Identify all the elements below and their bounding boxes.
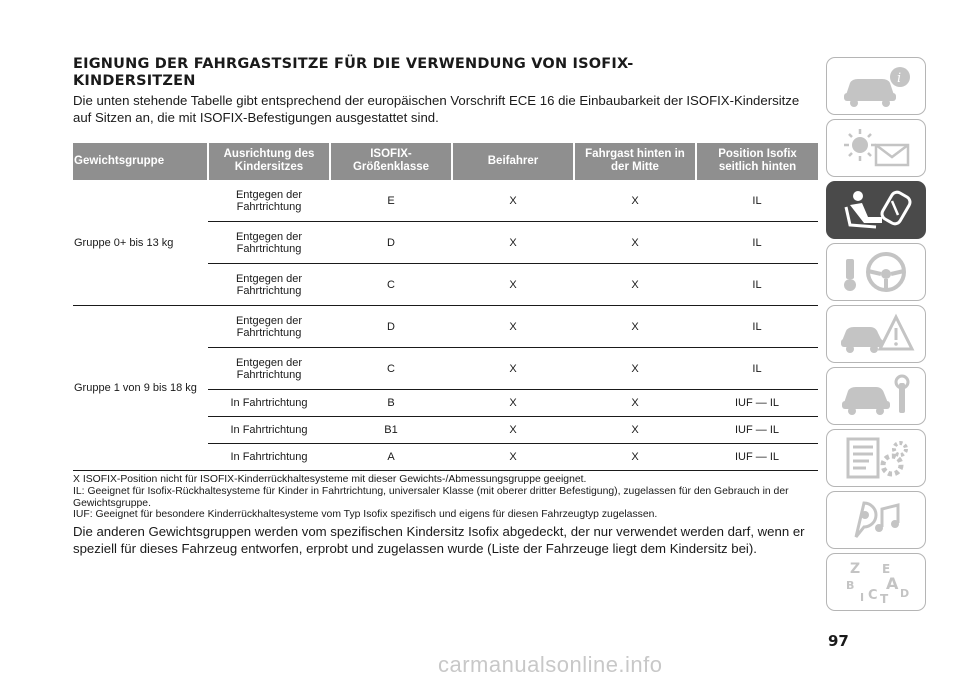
front-passenger-cell: X bbox=[452, 444, 574, 471]
header-front-passenger: Beifahrer bbox=[452, 143, 574, 180]
rear-center-cell: X bbox=[574, 180, 696, 222]
tab-maintenance[interactable] bbox=[826, 367, 926, 425]
tab-safety[interactable] bbox=[826, 181, 926, 239]
size-class-cell: D bbox=[330, 306, 452, 348]
header-seat-orientation: Ausrichtung des Kindersitzes bbox=[208, 143, 330, 180]
table-row bbox=[73, 180, 818, 222]
car-service-icon bbox=[836, 373, 916, 419]
alphabetical-index-icon bbox=[836, 559, 916, 605]
size-class-cell: C bbox=[330, 348, 452, 390]
size-class-cell: A bbox=[330, 444, 452, 471]
tab-vehicle-info[interactable] bbox=[826, 57, 926, 115]
watermark: carmanualsonline.info bbox=[438, 652, 663, 677]
table-footnotes bbox=[73, 474, 818, 521]
orientation-cell: Entgegen der Fahrtrichtung bbox=[208, 348, 330, 390]
rear-side-cell: IL bbox=[696, 306, 818, 348]
footnote-iuf: IUF: Geeignet für besondere Kinderrückhaltesysteme vom Typ Isofix spezifisch und eigens für diesen Fahrzeugtyp zugelassen. bbox=[73, 509, 658, 521]
rear-center-cell: X bbox=[574, 444, 696, 471]
rear-center-cell: X bbox=[574, 348, 696, 390]
closing-paragraph: Die anderen Gewichtsgruppen werden vom spezifischen Kindersitz Isofix abgedeckt, der nur verwendet werden darf, wenn er speziell für dieses Fahrzeug entworfen, erprobt und zugelassen wurde (Liste der Fahrzeuge liegt dem Kindersitz bei). bbox=[73, 524, 805, 557]
header-size-class: ISOFIX-Größenklasse bbox=[330, 143, 452, 180]
rear-side-cell: IL bbox=[696, 348, 818, 390]
rear-side-cell: IL bbox=[696, 180, 818, 222]
tab-technical-data[interactable] bbox=[826, 429, 926, 487]
tab-multimedia[interactable] bbox=[826, 491, 926, 549]
tab-starting-driving[interactable] bbox=[826, 243, 926, 301]
size-class-cell: E bbox=[330, 180, 452, 222]
rear-center-cell: X bbox=[574, 306, 696, 348]
size-class-cell: B bbox=[330, 390, 452, 417]
svg-text:B: B bbox=[846, 579, 855, 592]
svg-text:E: E bbox=[882, 562, 891, 576]
size-class-cell: B1 bbox=[330, 417, 452, 444]
front-passenger-cell: X bbox=[452, 306, 574, 348]
front-passenger-cell: X bbox=[452, 417, 574, 444]
key-steering-wheel-icon bbox=[836, 249, 916, 295]
tab-index[interactable] bbox=[826, 553, 926, 611]
orientation-cell: Entgegen der Fahrtrichtung bbox=[208, 222, 330, 264]
rear-center-cell: X bbox=[574, 222, 696, 264]
rear-center-cell: X bbox=[574, 264, 696, 306]
section-title-line-1: EIGNUNG DER FAHRGASTSITZE FÜR DIE VERWENDUNG VON ISOFIX- bbox=[73, 56, 634, 72]
footnote-x: X ISOFIX-Position nicht für ISOFIX-Kinderrückhaltesysteme mit dieser Gewichts-/Abmessungsgruppe geeignet. bbox=[73, 474, 587, 485]
chapter-tabs bbox=[826, 57, 928, 615]
orientation-cell: Entgegen der Fahrtrichtung bbox=[208, 180, 330, 222]
header-weight-group: Gewichtsgruppe bbox=[73, 143, 208, 180]
car-info-icon bbox=[836, 63, 916, 109]
front-passenger-cell: X bbox=[452, 180, 574, 222]
front-passenger-cell: X bbox=[452, 264, 574, 306]
dashboard-lights-icon bbox=[836, 125, 916, 171]
svg-text:A: A bbox=[886, 574, 899, 593]
specifications-icon bbox=[836, 435, 916, 481]
rear-side-cell: IL bbox=[696, 222, 818, 264]
tab-emergency[interactable] bbox=[826, 305, 926, 363]
isofix-suitability-table bbox=[73, 143, 818, 471]
svg-text:Z: Z bbox=[850, 561, 861, 577]
rear-side-cell: IUF — IL bbox=[696, 417, 818, 444]
header-rear-side-isofix: Position Isofix seitlich hinten bbox=[696, 143, 818, 180]
svg-text:i: i bbox=[897, 71, 902, 86]
rear-side-cell: IUF — IL bbox=[696, 444, 818, 471]
size-class-cell: D bbox=[330, 222, 452, 264]
weight-group-cell: Gruppe 0+ bis 13 kg bbox=[73, 180, 208, 306]
svg-text:D: D bbox=[900, 587, 910, 600]
rear-side-cell: IL bbox=[696, 264, 818, 306]
breakdown-warning-icon bbox=[836, 311, 916, 357]
footnote-il: IL: Geeignet für Isofix-Rückhaltesysteme für Kinder in Fahrtrichtung, universaler Klasse (mit oberer dritter Befestigung), zugelassen für den Gebrauch in der Gewichtsgruppe. bbox=[73, 485, 789, 509]
table-header-row bbox=[73, 143, 818, 180]
rear-center-cell: X bbox=[574, 417, 696, 444]
rear-side-cell: IUF — IL bbox=[696, 390, 818, 417]
svg-text:C: C bbox=[868, 588, 878, 603]
section-title bbox=[73, 56, 818, 90]
size-class-cell: C bbox=[330, 264, 452, 306]
svg-text:T: T bbox=[880, 592, 889, 605]
svg-text:I: I bbox=[860, 591, 865, 604]
tab-dashboard[interactable] bbox=[826, 119, 926, 177]
orientation-cell: In Fahrtrichtung bbox=[208, 444, 330, 471]
rear-center-cell: X bbox=[574, 390, 696, 417]
intro-paragraph: Die unten stehende Tabelle gibt entsprechend der europäischen Vorschrift ECE 16 die Einbaubarkeit der ISOFIX-Kindersitze auf Sitzen an, die mit ISOFIX-Befestigungen ausgestattet sind. bbox=[73, 93, 800, 125]
weight-group-cell: Gruppe 1 von 9 bis 18 kg bbox=[73, 306, 208, 471]
orientation-cell: In Fahrtrichtung bbox=[208, 390, 330, 417]
header-rear-center: Fahrgast hinten in der Mitte bbox=[574, 143, 696, 180]
page-number: 97 bbox=[828, 632, 849, 650]
seat-airbag-icon bbox=[836, 187, 916, 233]
orientation-cell: Entgegen der Fahrtrichtung bbox=[208, 264, 330, 306]
manual-page-content bbox=[73, 56, 818, 570]
section-title-line-2: KINDERSITZEN bbox=[73, 73, 196, 89]
orientation-cell: Entgegen der Fahrtrichtung bbox=[208, 306, 330, 348]
orientation-cell: In Fahrtrichtung bbox=[208, 417, 330, 444]
front-passenger-cell: X bbox=[452, 222, 574, 264]
multimedia-icon bbox=[836, 497, 916, 543]
front-passenger-cell: X bbox=[452, 390, 574, 417]
front-passenger-cell: X bbox=[452, 348, 574, 390]
table-row bbox=[73, 306, 818, 348]
